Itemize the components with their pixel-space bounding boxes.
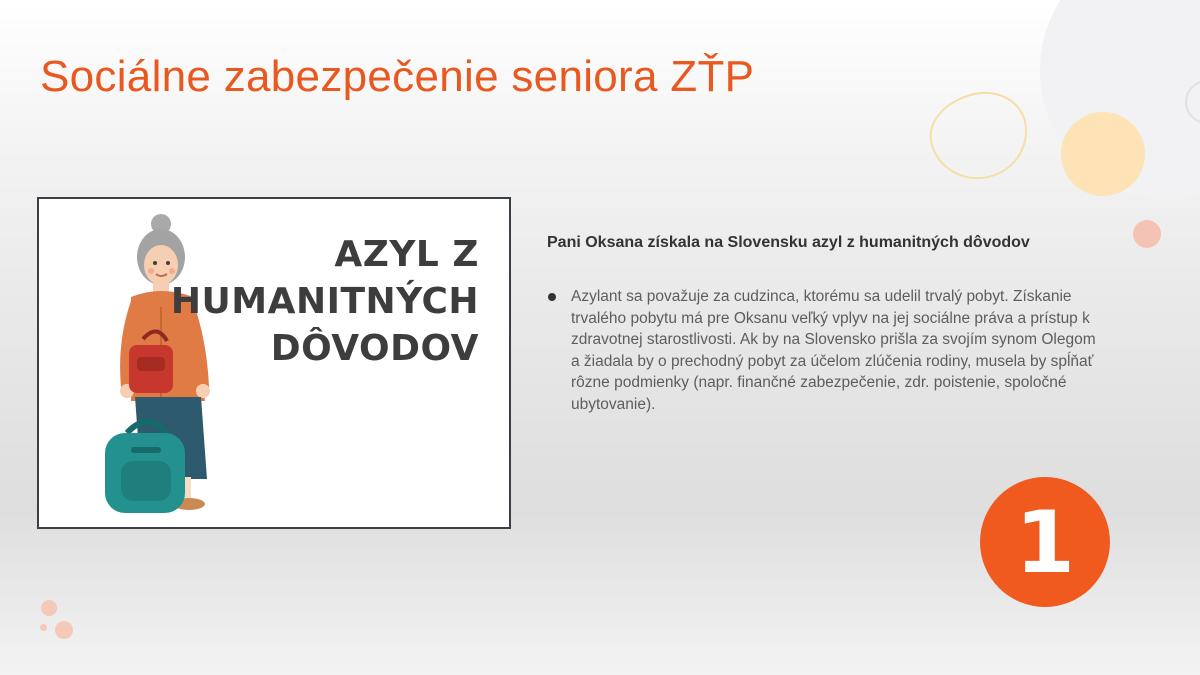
heading-line: HUMANITNÝCH — [170, 281, 479, 322]
decor-yellow-circle — [1061, 112, 1145, 196]
bullet-icon — [548, 293, 556, 301]
decor-dot — [55, 621, 73, 639]
bullet-list — [547, 286, 1107, 415]
content-subheading: Pani Oksana získala na Slovensku azyl z humanitných dôvodov — [547, 234, 1030, 251]
illustration-heading — [171, 231, 479, 372]
slide-title: Sociálne zabezpečenie seniora ZŤP — [40, 52, 755, 101]
decor-pink-dot — [1133, 220, 1161, 248]
heading-line: DÔVODOV — [270, 328, 479, 369]
illustration-frame — [37, 197, 511, 529]
list-item — [547, 286, 1107, 415]
decor-dot — [40, 624, 47, 631]
decor-egg-outline — [922, 84, 1036, 188]
heading-line: AZYL Z — [334, 234, 479, 275]
decor-dot — [41, 600, 57, 616]
number-badge: 1 — [980, 477, 1110, 607]
bullet-text: Azylant sa považuje za cudzinca, ktorému sa udelil trvalý pobyt. Získanie trvalého pobytu má pre Oksanu veľký vplyv na jej sociálne práva a prístup k zdravotnej starostlivosti. Ak by na Slovensko prišla za svojím synom Olegom a žiadala by o prechodný pobyt za účelom zlúčenia rodiny, musela by spĺňať rôzne podmienky (napr. finančné zabezpečenie, zdr. poistenie, spoločné ubytovanie). — [571, 288, 1096, 413]
